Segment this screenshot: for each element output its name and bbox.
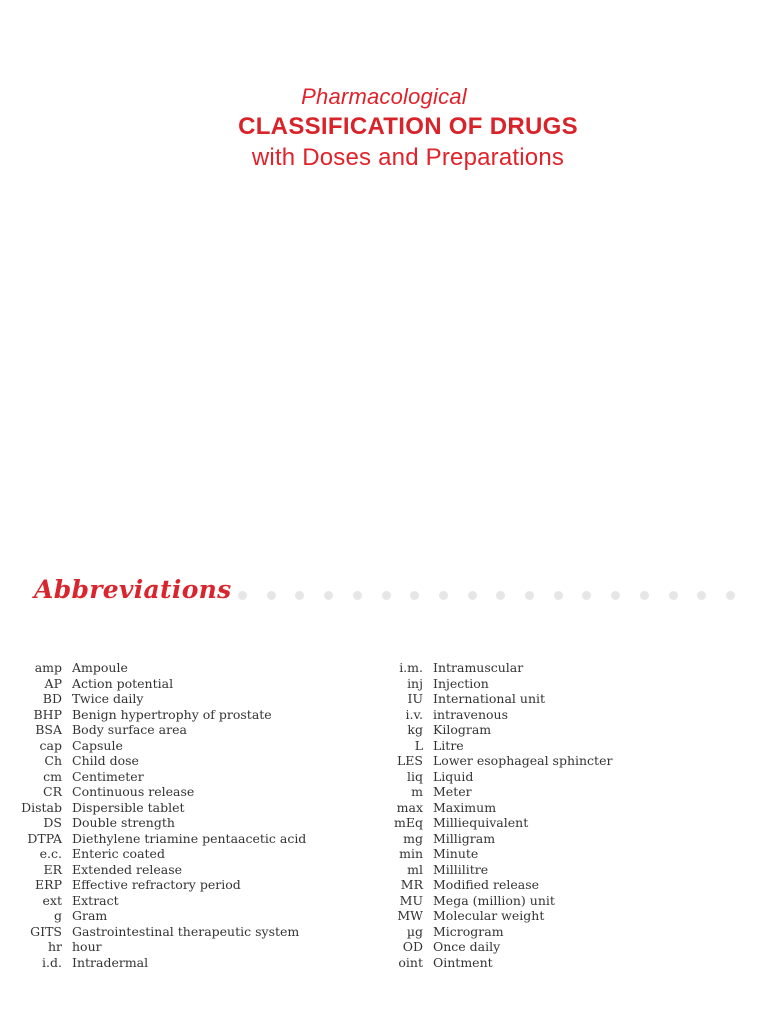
abbreviation-row (0, 831, 306, 847)
abbreviation-row (380, 738, 612, 754)
abbreviation-row (0, 955, 306, 971)
abbreviation-term: liq (407, 768, 423, 784)
abbreviation-term: amp (34, 660, 62, 675)
abbreviation-term: min (399, 846, 423, 861)
abbreviation-row (380, 769, 612, 785)
abbreviation-row (380, 831, 612, 847)
abbreviation-term: mEq (394, 815, 423, 830)
abbreviation-meaning: Lower esophageal sphincter (433, 753, 613, 768)
abbreviation-term: Distab (21, 799, 62, 815)
abbreviation-term: oint (398, 954, 423, 970)
abbreviation-term: DS (43, 815, 62, 830)
abbreviation-row (0, 877, 306, 893)
abbreviation-meaning: Injection (433, 675, 489, 691)
abbreviation-meaning: Gram (72, 908, 108, 923)
abbreviation-meaning: Dispersible tablet (72, 799, 185, 815)
abbreviation-term: GITS (30, 923, 62, 939)
abbreviation-row (0, 893, 306, 909)
abbreviation-row (0, 660, 306, 676)
abbreviation-row (380, 800, 612, 816)
abbreviation-term: cap (39, 737, 62, 753)
abbreviation-row (380, 676, 612, 692)
abbreviation-term: MU (399, 892, 423, 908)
abbreviation-term: IU (407, 691, 423, 706)
abbreviation-meaning: Extended release (72, 861, 183, 877)
abbreviation-meaning: hour (72, 939, 102, 954)
abbreviation-row (0, 753, 306, 769)
abbreviation-row (380, 939, 612, 955)
abbreviation-term: e.c. (39, 846, 62, 861)
abbreviation-term: g (53, 908, 62, 923)
abbreviation-term: OD (402, 939, 423, 954)
abbreviation-row (380, 722, 612, 738)
abbreviation-meaning: Molecular weight (433, 908, 545, 923)
title-subtitle: Pharmacological (301, 84, 467, 109)
abbreviation-meaning: Mega (million) unit (433, 892, 555, 908)
abbreviation-row (380, 908, 612, 924)
abbreviation-meaning: Meter (433, 784, 472, 799)
abbreviation-row (0, 862, 306, 878)
divider-dot (439, 591, 448, 600)
abbreviation-term: m (411, 784, 423, 799)
abbreviation-row (0, 908, 306, 924)
dotted-divider (238, 591, 748, 603)
abbreviation-term: i.v. (405, 706, 423, 722)
abbreviation-meaning: Action potential (72, 675, 174, 691)
abbreviation-term: cm (43, 768, 62, 784)
abbreviation-meaning: Effective refractory period (72, 877, 241, 892)
abbreviation-row (0, 924, 306, 940)
abbreviation-meaning: Ampoule (72, 660, 128, 675)
abbreviation-meaning: Gastrointestinal therapeutic system (72, 923, 300, 939)
divider-dot (324, 591, 333, 600)
divider-dot (238, 591, 247, 600)
abbreviation-row (0, 939, 306, 955)
abbreviation-meaning: Enteric coated (72, 846, 165, 861)
divider-dot (640, 591, 649, 600)
abbreviation-term: MW (397, 908, 423, 923)
page-title: CLASSIFICATION OF DRUGS (238, 113, 578, 140)
abbreviation-meaning: Once daily (433, 939, 501, 954)
divider-dot (267, 591, 276, 600)
abbreviation-meaning: Intradermal (72, 954, 149, 970)
divider-dot (697, 591, 706, 600)
abbreviation-term: DTPA (27, 830, 62, 846)
abbreviation-row (380, 691, 612, 707)
abbreviation-meaning: Minute (433, 846, 479, 861)
abbreviation-term: inj (407, 675, 423, 691)
abbreviation-row (380, 955, 612, 971)
divider-dot (726, 591, 735, 600)
abbreviation-meaning: Benign hypertrophy of prostate (72, 706, 272, 722)
abbreviation-row (0, 707, 306, 723)
abbreviation-row (0, 691, 306, 707)
abbreviation-meaning: Capsule (72, 737, 123, 753)
abbreviation-meaning: Milligram (433, 830, 496, 846)
abbreviation-row (380, 753, 612, 769)
abbreviation-meaning: Milliequivalent (433, 815, 529, 830)
abbreviation-meaning: Body surface area (72, 722, 187, 737)
abbreviation-row (0, 738, 306, 754)
abbreviation-row (380, 660, 612, 676)
divider-dot (554, 591, 563, 600)
abbreviation-meaning: Intramuscular (433, 660, 524, 675)
abbreviation-row (0, 800, 306, 816)
abbreviation-row (380, 784, 612, 800)
abbreviation-row (0, 722, 306, 738)
abbreviation-meaning: Liquid (433, 768, 474, 784)
divider-dot (295, 591, 304, 600)
abbreviation-term: µg (406, 923, 423, 939)
abbreviation-meaning: Child dose (72, 753, 139, 768)
abbreviation-meaning: Ointment (433, 954, 493, 970)
abbreviation-term: i.m. (399, 660, 423, 675)
divider-dot (582, 591, 591, 600)
abbreviation-term: BSA (35, 722, 62, 737)
abbreviation-meaning: International unit (433, 691, 546, 706)
abbreviation-meaning: Extract (72, 892, 119, 908)
abbreviation-row (380, 862, 612, 878)
abbreviation-row (0, 769, 306, 785)
divider-dot (468, 591, 477, 600)
abbreviation-term: BHP (33, 706, 62, 722)
abbreviation-term: ext (42, 892, 62, 908)
abbreviation-term: Ch (44, 753, 62, 768)
abbreviation-row (0, 815, 306, 831)
abbreviation-term: L (414, 737, 423, 753)
abbreviation-row (0, 676, 306, 692)
abbreviation-term: AP (44, 675, 62, 691)
divider-dot (410, 591, 419, 600)
abbreviation-meaning: Millilitre (433, 861, 489, 877)
divider-dot (669, 591, 678, 600)
abbreviation-meaning: Litre (433, 737, 464, 753)
title-tail: with Doses and Preparations (251, 144, 565, 171)
abbreviation-meaning: Modified release (433, 877, 540, 892)
divider-dot (525, 591, 534, 600)
divider-dot (496, 591, 505, 600)
abbreviation-meaning: Microgram (433, 923, 504, 939)
abbreviation-term: kg (407, 722, 423, 737)
abbreviation-list-left (0, 660, 306, 970)
abbreviation-row (380, 877, 612, 893)
divider-dot (353, 591, 362, 600)
divider-dot (611, 591, 620, 600)
abbreviation-term: LES (397, 753, 423, 768)
abbreviation-term: MR (400, 877, 423, 892)
abbreviation-row (380, 707, 612, 723)
abbreviation-meaning: Diethylene triamine pentaacetic acid (72, 830, 307, 846)
abbreviation-row (0, 784, 306, 800)
abbreviation-row (380, 815, 612, 831)
abbreviation-row (380, 924, 612, 940)
abbreviation-meaning: Continuous release (72, 784, 195, 799)
divider-dot (382, 591, 391, 600)
abbreviation-meaning: Maximum (433, 799, 497, 815)
abbreviation-term: hr (47, 939, 62, 954)
abbreviation-term: ER (43, 861, 62, 877)
abbreviation-meaning: Kilogram (433, 722, 492, 737)
abbreviation-term: i.d. (42, 954, 62, 970)
abbreviation-meaning: Centimeter (72, 768, 144, 784)
abbreviation-term: ERP (35, 877, 62, 892)
abbreviation-term: mg (403, 830, 423, 846)
abbreviation-term: ml (407, 861, 423, 877)
abbreviation-row (380, 893, 612, 909)
abbreviation-term: BD (42, 691, 62, 706)
abbreviation-row (0, 846, 306, 862)
abbreviation-meaning: Twice daily (72, 691, 144, 706)
abbreviation-meaning: Double strength (72, 815, 175, 830)
section-heading: Abbreviations (34, 575, 232, 604)
abbreviation-row (380, 846, 612, 862)
abbreviation-term: max (396, 799, 423, 815)
abbreviation-term: CR (43, 784, 62, 799)
abbreviation-list-right (380, 660, 612, 970)
abbreviation-meaning: intravenous (433, 706, 508, 722)
